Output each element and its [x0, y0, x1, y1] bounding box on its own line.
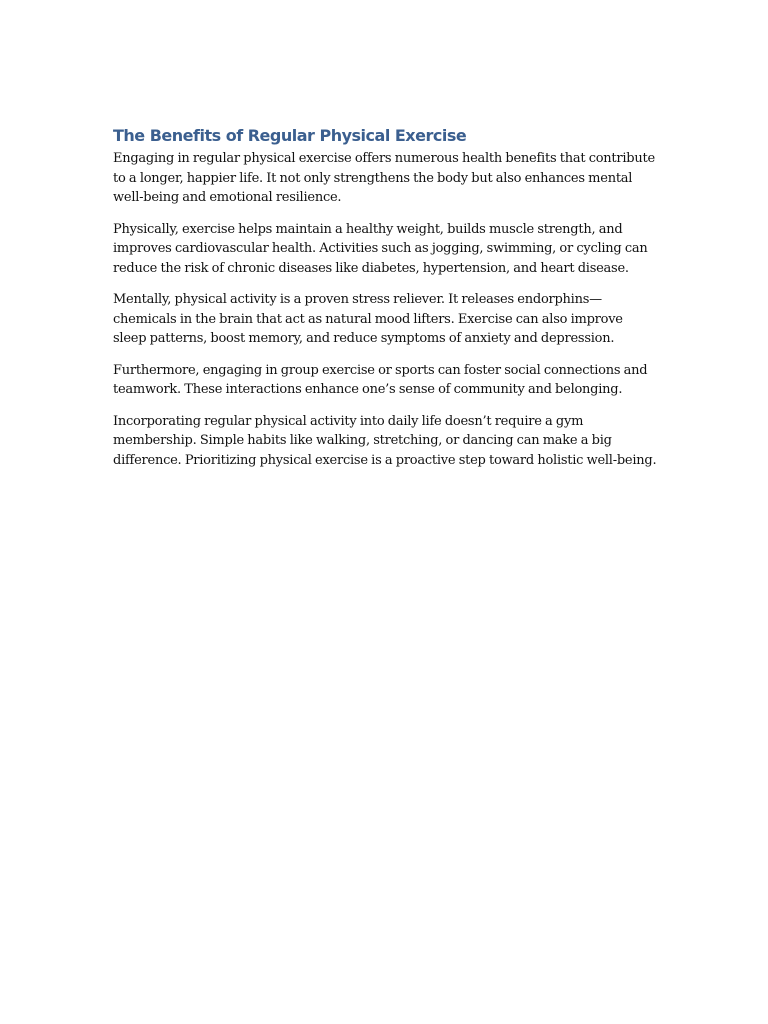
paragraph-mental: Mentally, physical activity is a proven stress reliever. It releases endorphins—chemicals in the brain that act as natural mood lifters. Exercise can also improve sleep patterns, boost memory, and reduce symptoms of anxiety and depression.: [113, 292, 623, 346]
paragraph-intro: Engaging in regular physical exercise offers numerous health benefits that contribute to a longer, happier life. It not only strengthens the body but also enhances mental well-being and emotional resilience.: [113, 151, 655, 205]
document-title: The Benefits of Regular Physical Exercise: [113, 126, 467, 145]
paragraph-social: Furthermore, engaging in group exercise or sports can foster social connections and teamwork. These interactions enhance one’s sense of community and belonging.: [113, 362, 648, 397]
paragraph-conclusion: Incorporating regular physical activity into daily life doesn’t require a gym membership. Simple habits like walking, stretching, or dancing can make a big difference. Prioritizing physical exercise is a proactive step toward holistic well-being.: [113, 413, 657, 468]
document-body: [113, 149, 658, 470]
paragraph-physical: Physically, exercise helps maintain a healthy weight, builds muscle strength, and improves cardiovascular health. Activities such as jogging, swimming, or cycling can reduce the risk of chronic diseases like diabetes, hypertension, and heart disease.: [113, 221, 648, 276]
